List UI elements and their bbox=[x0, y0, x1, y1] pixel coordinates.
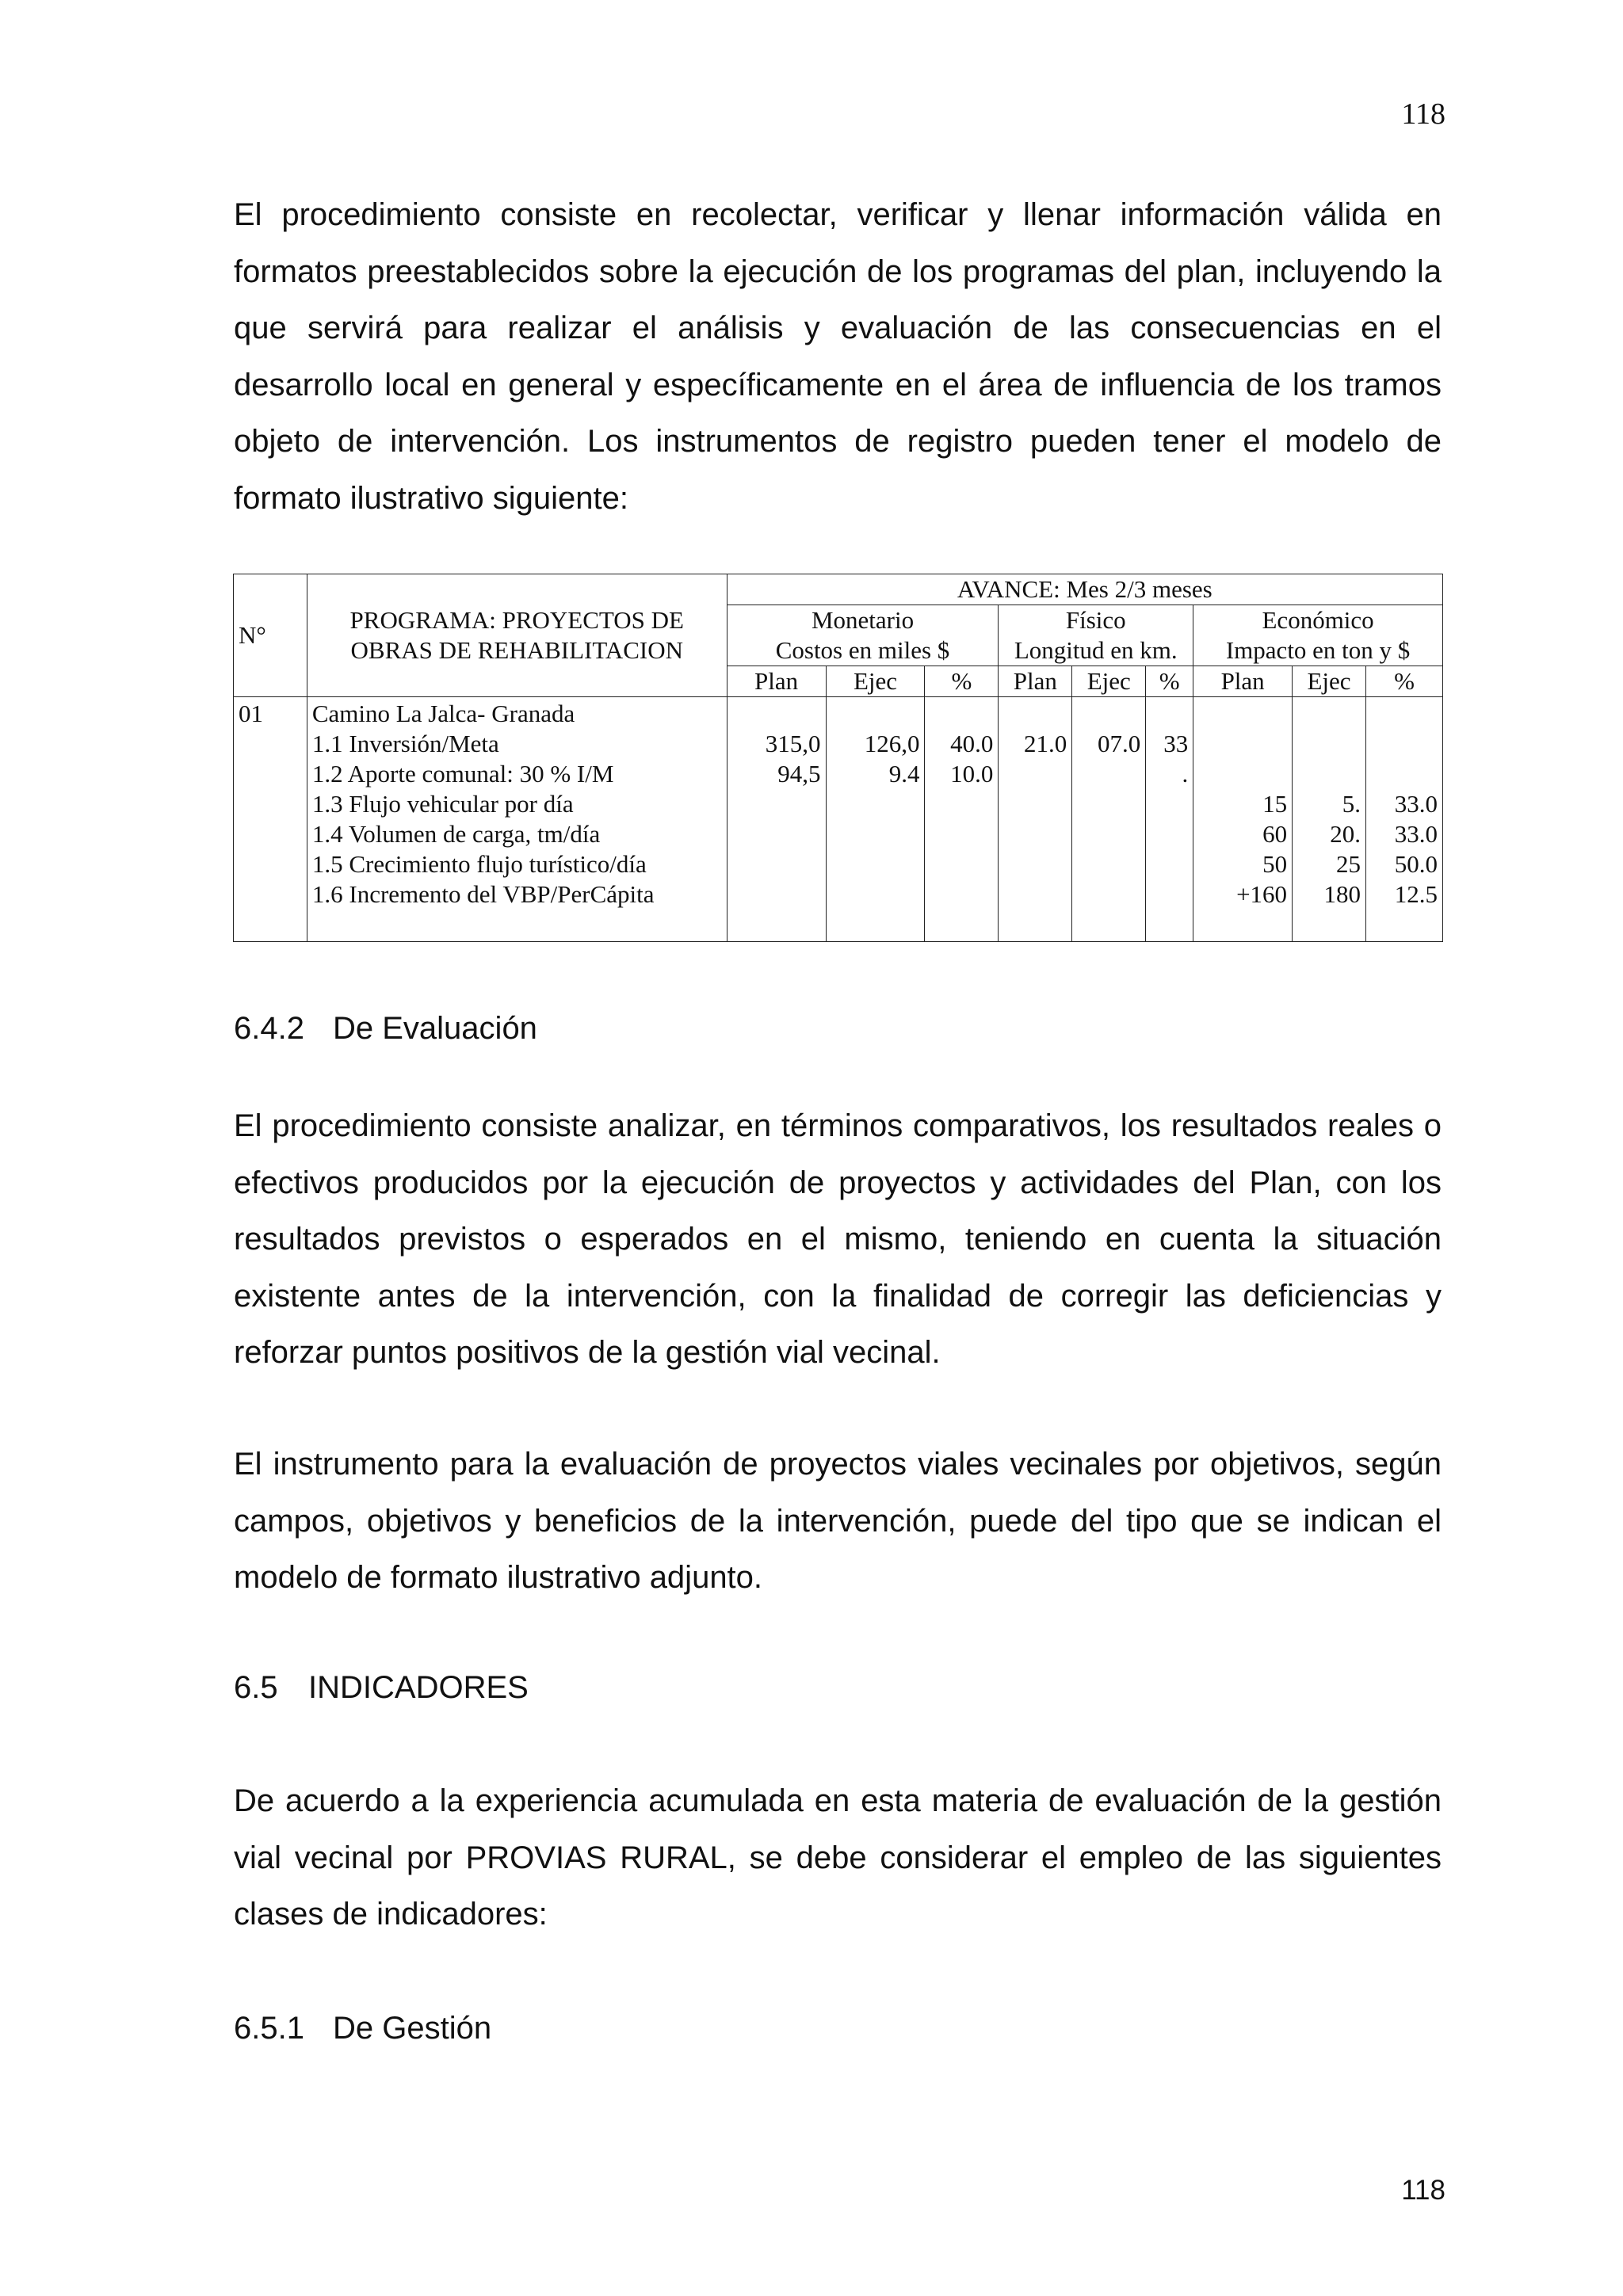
data-column-monetario-plan bbox=[727, 697, 826, 942]
table-cell bbox=[930, 789, 993, 819]
table-cell bbox=[1151, 819, 1188, 849]
table-cell: 33.0 bbox=[1394, 820, 1438, 848]
data-column-fisico-pct bbox=[1146, 697, 1193, 942]
table-cell bbox=[732, 879, 821, 910]
row-program-lines bbox=[307, 697, 727, 942]
table-cell bbox=[732, 789, 821, 819]
table-cell bbox=[1198, 729, 1287, 759]
data-column-fisico-plan bbox=[999, 697, 1072, 942]
data-column-economico-plan bbox=[1193, 697, 1293, 942]
table-cell bbox=[930, 819, 993, 849]
heading-title: INDICADORES bbox=[308, 1670, 529, 1705]
sub-label: Ejec bbox=[826, 666, 925, 697]
table-cell bbox=[831, 879, 920, 910]
table-cell: 9.4 bbox=[888, 760, 920, 788]
header-group-monetario bbox=[727, 605, 999, 666]
table-cell bbox=[1077, 759, 1140, 789]
table-cell bbox=[1297, 699, 1361, 729]
row-number-value: 01 bbox=[239, 700, 263, 727]
table-cell bbox=[1003, 819, 1067, 849]
sub-label: % bbox=[1146, 666, 1193, 697]
table-cell: 12.5 bbox=[1394, 880, 1438, 908]
heading-number: 6.4.2 bbox=[234, 1011, 304, 1046]
table-cell: 315,0 bbox=[765, 730, 821, 757]
paragraph-procedimiento-registro: El procedimiento consiste en recolectar, verificar y llenar información válida en formatos preestablecidos sobre la ejecución de los programas del plan, incluyendo la que servirá para realizar el análisis y evaluación de las consecuencias en el desarrollo local en general y específicamente en el área de influencia de los tramos objeto de intervención. Los instrumentos de registro pueden tener el modelo de formato ilustrativo siguiente: bbox=[234, 197, 1442, 516]
group-title: Físico bbox=[1065, 606, 1126, 634]
heading-title: De Evaluación bbox=[333, 1011, 537, 1046]
sub-label: Plan bbox=[727, 666, 826, 697]
page-number-bottom: 118 bbox=[1401, 2175, 1445, 2206]
table-cell bbox=[930, 849, 993, 879]
table-cell: 5. bbox=[1342, 790, 1361, 818]
header-group-fisico bbox=[999, 605, 1193, 666]
table-cell bbox=[1077, 819, 1140, 849]
table-cell: . bbox=[1182, 760, 1189, 788]
table-cell bbox=[732, 699, 821, 729]
table-cell bbox=[1003, 789, 1067, 819]
table-cell bbox=[732, 819, 821, 849]
heading-6-5 bbox=[234, 1670, 529, 1706]
table-cell bbox=[930, 879, 993, 910]
data-column-monetario-ejec bbox=[826, 697, 925, 942]
heading-6-5-1 bbox=[234, 2011, 491, 2046]
table-cell: +160 bbox=[1236, 880, 1288, 908]
table-cell bbox=[1003, 759, 1067, 789]
header-program bbox=[307, 574, 727, 697]
table-cell: 40.0 bbox=[950, 730, 994, 757]
table-cell bbox=[1371, 759, 1438, 789]
group-subtitle: Impacto en ton y $ bbox=[1225, 636, 1411, 664]
program-line: 1.5 Crecimiento flujo turístico/día bbox=[311, 850, 647, 878]
monitoring-format-table bbox=[233, 574, 1443, 942]
paragraph-indicadores: De acuerdo a la experiencia acumulada en esta materia de evaluación de la gestión vial vecinal por PROVIAS RURAL, se debe considerar el empleo de las siguientes clases de indicadores: bbox=[234, 1783, 1442, 1932]
paragraph-procedimiento-evaluacion: El procedimiento consiste analizar, en términos comparativos, los resultados reales o efectivos producidos por la ejecución de proyectos y actividades del Plan, con los resultados previstos o esperados en el mismo, teniendo en cuenta la situación existente antes de la intervención, con la finalidad de corregir las deficiencias y reforzar puntos positivos de la gestión vial vecinal. bbox=[234, 1108, 1442, 1370]
program-line: Camino La Jalca- Granada bbox=[311, 700, 575, 727]
data-column-economico-pct bbox=[1366, 697, 1443, 942]
header-program-line-2: OBRAS DE REHABILITACION bbox=[350, 636, 683, 664]
table-cell bbox=[1077, 849, 1140, 879]
table-cell: 07.0 bbox=[1097, 730, 1141, 757]
heading-number: 6.5.1 bbox=[234, 2011, 304, 2046]
table-cell bbox=[1198, 759, 1287, 789]
paragraph-instrumento-evaluacion: El instrumento para la evaluación de proyectos viales vecinales por objetivos, según campos, objetivos y beneficios de la intervención, puede del tipo que se indican el modelo de formato ilustrativo adjunto. bbox=[234, 1447, 1442, 1595]
program-line: 1.6 Incremento del VBP/PerCápita bbox=[311, 880, 655, 908]
sub-label: Plan bbox=[1193, 666, 1293, 697]
table-cell bbox=[831, 849, 920, 879]
header-program-line-1: PROGRAMA: PROYECTOS DE bbox=[349, 606, 684, 634]
table-cell bbox=[1003, 699, 1067, 729]
data-column-monetario-pct bbox=[925, 697, 999, 942]
data-column-economico-ejec bbox=[1293, 697, 1366, 942]
heading-6-4-2 bbox=[234, 1011, 537, 1047]
group-subtitle: Costos en miles $ bbox=[775, 636, 950, 664]
table-cell bbox=[831, 789, 920, 819]
heading-title: De Gestión bbox=[333, 2011, 492, 2046]
heading-number: 6.5 bbox=[234, 1670, 278, 1705]
table-cell: 94,5 bbox=[777, 760, 821, 788]
sub-label: Ejec bbox=[1072, 666, 1146, 697]
table-cell: 33 bbox=[1163, 730, 1189, 757]
table-cell bbox=[1003, 879, 1067, 910]
table-cell bbox=[1297, 759, 1361, 789]
table-cell: 126,0 bbox=[864, 730, 920, 757]
table-cell bbox=[930, 699, 993, 729]
table-cell bbox=[1151, 789, 1188, 819]
table-cell bbox=[1371, 699, 1438, 729]
table-cell bbox=[1077, 699, 1140, 729]
group-title: Monetario bbox=[811, 606, 915, 634]
table-cell: 15 bbox=[1262, 790, 1288, 818]
data-column-fisico-ejec bbox=[1072, 697, 1146, 942]
group-title: Económico bbox=[1262, 606, 1374, 634]
page-number-top: 118 bbox=[1401, 97, 1445, 131]
table-cell: 20. bbox=[1330, 820, 1361, 848]
sub-label: % bbox=[925, 666, 999, 697]
table-cell bbox=[1151, 879, 1188, 910]
sub-label: % bbox=[1366, 666, 1443, 697]
table-cell bbox=[1077, 789, 1140, 819]
table-cell: 50.0 bbox=[1394, 850, 1438, 878]
group-subtitle: Longitud en km. bbox=[1014, 636, 1178, 664]
table-cell bbox=[1151, 699, 1188, 729]
table-cell: 25 bbox=[1336, 850, 1361, 878]
table-cell bbox=[1198, 699, 1287, 729]
table-cell bbox=[831, 699, 920, 729]
table-cell bbox=[1371, 729, 1438, 759]
table-cell bbox=[1297, 729, 1361, 759]
program-line: 1.4 Volumen de carga, tm/día bbox=[311, 820, 601, 848]
table-header-row-1 bbox=[234, 574, 1443, 605]
sub-label: Plan bbox=[999, 666, 1072, 697]
table-cell: 60 bbox=[1262, 820, 1288, 848]
row-number bbox=[234, 697, 307, 942]
table-row bbox=[234, 697, 1443, 942]
header-avance: AVANCE: Mes 2/3 meses bbox=[727, 574, 1442, 605]
program-line: 1.3 Flujo vehicular por día bbox=[311, 790, 574, 818]
table-cell bbox=[1003, 849, 1067, 879]
table-cell: 33.0 bbox=[1394, 790, 1438, 818]
table-cell: 21.0 bbox=[1024, 730, 1067, 757]
table-cell bbox=[831, 819, 920, 849]
header-group-economico bbox=[1193, 605, 1443, 666]
sub-label: Ejec bbox=[1293, 666, 1366, 697]
header-number: N° bbox=[234, 574, 307, 697]
table-cell: 10.0 bbox=[950, 760, 994, 788]
program-line: 1.1 Inversión/Meta bbox=[311, 730, 499, 757]
table-cell: 180 bbox=[1323, 880, 1361, 908]
table-cell: 50 bbox=[1262, 850, 1288, 878]
table-cell bbox=[1151, 849, 1188, 879]
table-cell bbox=[732, 849, 821, 879]
table-cell bbox=[1077, 879, 1140, 910]
program-line: 1.2 Aporte comunal: 30 % I/M bbox=[311, 760, 614, 788]
